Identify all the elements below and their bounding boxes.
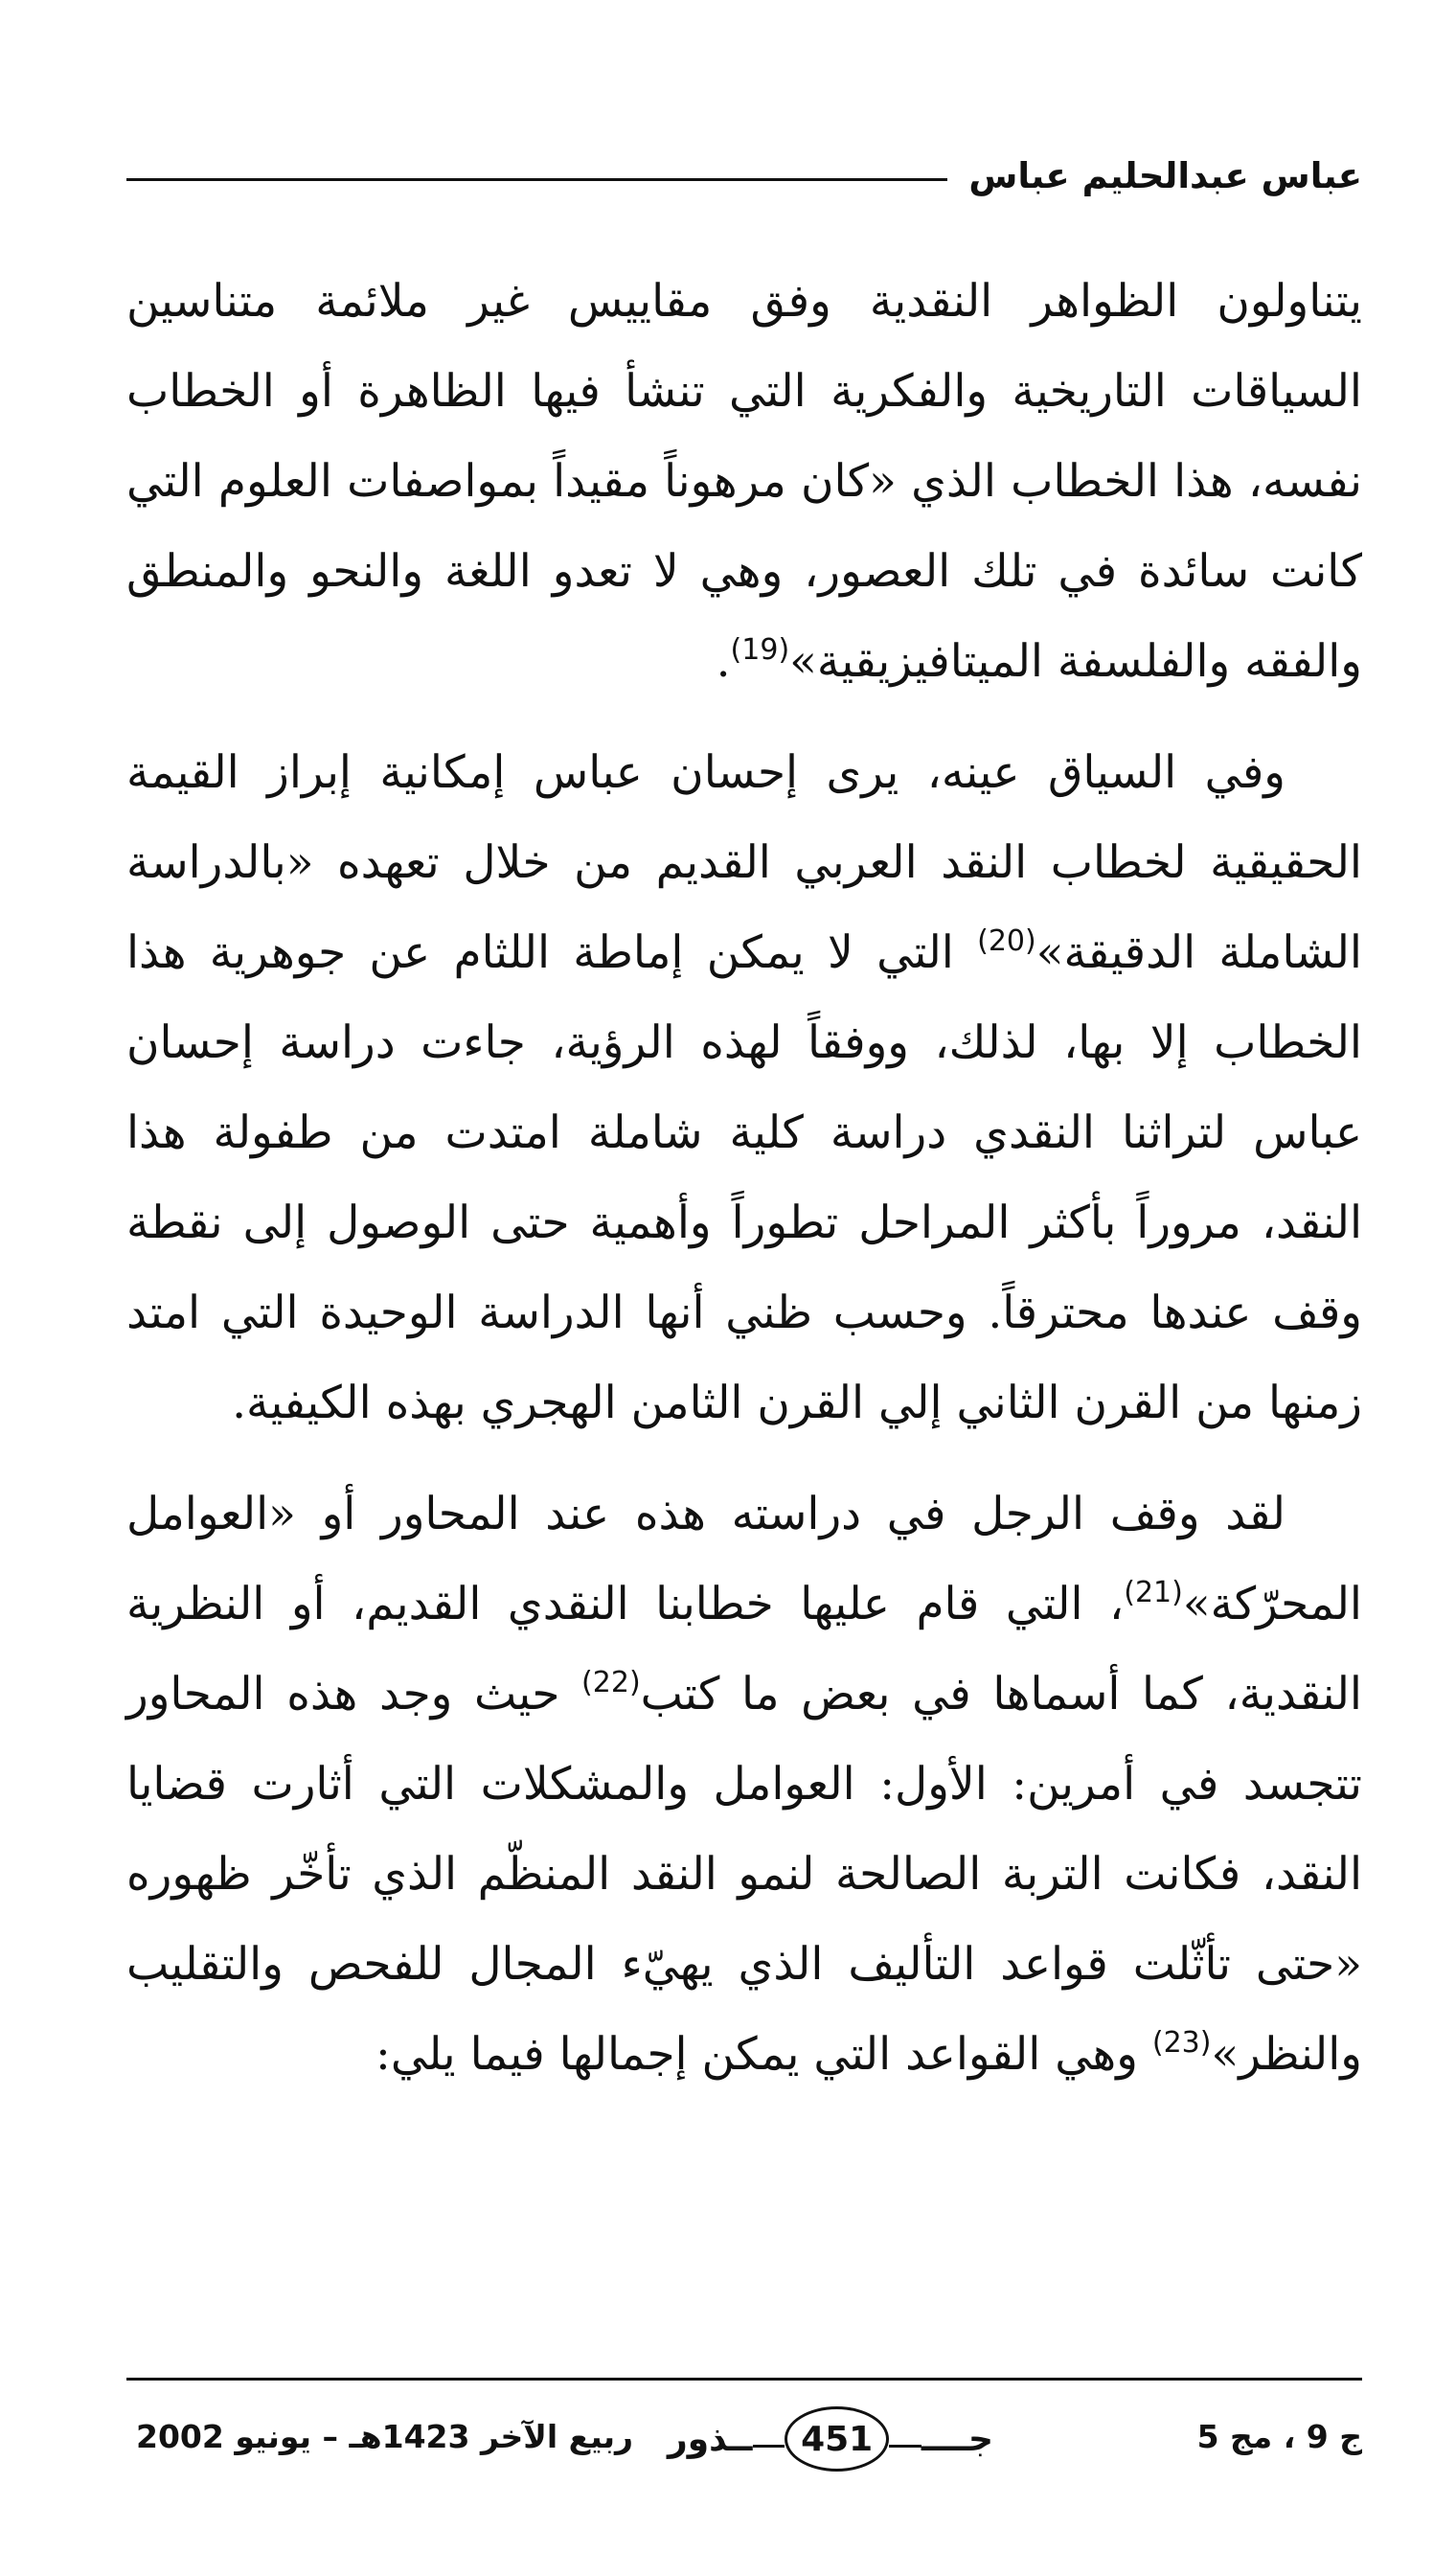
footnote-ref-19: (19) <box>730 633 790 667</box>
header-rule <box>126 178 947 181</box>
journal-mark <box>668 2401 993 2477</box>
author-name: عباس عبدالحليم عباس <box>968 154 1362 196</box>
running-header <box>126 142 1362 209</box>
page-number: 451 <box>785 2406 889 2472</box>
page-footer <box>126 2395 1362 2481</box>
footer-date: ربيع الآخر 1423هـ – يونيو 2002 <box>136 2418 634 2455</box>
paragraph-3-text-b: ، التي قام عليها خطابنا النقدي القديم، أو النظرية النقدية، كما أسماها في بعض ما كتب <box>126 1578 1362 1720</box>
body-text <box>126 257 1362 2100</box>
journal-line-right <box>889 2445 921 2448</box>
paragraph-3-text-a: لقد وقف الرجل في دراسته هذه عند المحاور أو «العوامل المحرّكة» <box>126 1488 1362 1630</box>
paragraph-1-text-a: يتناولون الظواهر النقدية وفق مقاييس غير ملائمة متناسين السياقات التاريخية والفكرية التي تنشأ فيها الظاهرة أو الخطاب نفسه، هذا الخطاب الذي «كان مرهوناً مقيداً بمواصفات العلوم التي كانت سائدة في تلك العصور، وهي لا تعدو اللغة والنحو والمنطق والفقه والفلسفة الميتافيزيقية» <box>126 275 1362 688</box>
paragraph-1 <box>126 257 1362 707</box>
paragraph-1-text-b: . <box>716 635 731 688</box>
paragraph-2 <box>126 728 1362 1448</box>
footnote-ref-21: (21) <box>1124 1576 1183 1609</box>
paragraph-3 <box>126 1470 1362 2100</box>
paragraph-2-text-b: التي لا يمكن إماطة اللثام عن جوهرية هذا الخطاب إلا بها، لذلك، ووفقاً لهذه الرؤية، جاءت دراسة إحسان عباس لتراثنا النقدي دراسة كلية شاملة امتدت من طفولة هذا النقد، مروراً بأكثر المراحل تطوراً وأهمية حتى الوصول إلى نقطة وقف عندها محترقاً. وحسب ظني أنها الدراسة الوحيدة التي امتد زمنها من القرن الثاني إلي القرن الثامن الهجري بهذه الكيفية. <box>126 926 1362 1429</box>
footnote-ref-23: (23) <box>1151 2026 1212 2060</box>
footnote-ref-20: (20) <box>977 924 1036 958</box>
paragraph-3-text-c: حيث وجد هذه المحاور تتجسد في أمرين: الأول: العوامل والمشكلات التي أثارت قضايا النقد، فكانت التربة الصالحة لنمو النقد المنظّم الذي تأخّر ظهوره «حتى تأثّلت قواعد التأليف الذي يهيّء المجال للفحص والتقليب والنظر» <box>126 1668 1362 2081</box>
journal-line-left <box>753 2445 785 2448</box>
journal-name-end: ــذور <box>667 2419 753 2459</box>
footer-rule <box>126 2378 1362 2381</box>
footnote-ref-22: (22) <box>581 1666 641 1699</box>
footer-volume: ج 9 ، مج 5 <box>1196 2418 1362 2455</box>
journal-name-start: جــــ <box>921 2419 993 2459</box>
paragraph-2-text-a: وفي السياق عينه، يرى إحسان عباس إمكانية إبراز القيمة الحقيقية لخطاب النقد العربي القديم من خلال تعهده «بالدراسة الشاملة الدقيقة» <box>126 746 1362 979</box>
paragraph-3-text-d: وهي القواعد التي يمكن إجمالها فيما يلي: <box>375 2028 1152 2081</box>
